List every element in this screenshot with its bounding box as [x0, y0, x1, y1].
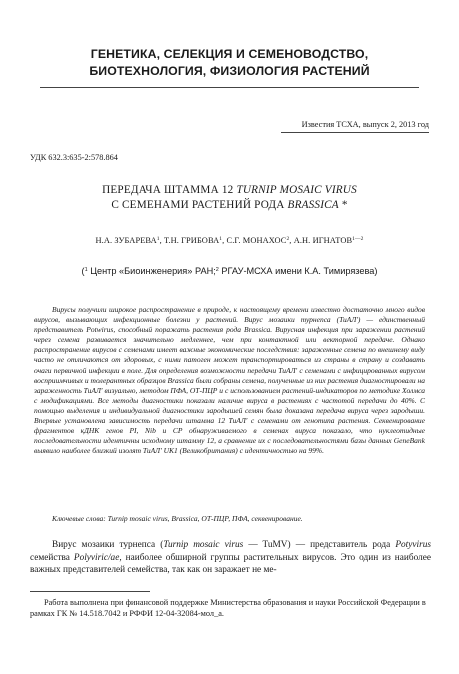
title-line-2 — [20, 198, 439, 213]
author-name: Н.А. ЗУБАРЕВА — [95, 236, 157, 245]
affiliation-1: Центр «Биоинженерия» РАН; — [87, 266, 216, 276]
author-name: С.Г. МОНАХОС — [226, 236, 287, 245]
author-affiliation-mark: 1—2 — [352, 236, 364, 242]
keywords: Ключевые слова: Turnip mosaic virus, Brassica, ОТ-ПЦР, ПФА, секвенирование. — [52, 514, 303, 523]
title-genus-name: BRASSICA — [287, 198, 339, 211]
author-affiliation-mark: 1 — [219, 236, 223, 242]
footnote: Работа выполнена при финансовой поддержке Министерства образования и науки Российской Федерации в рамках ГК № 14.518.7042 и РФФИ 12-04-32084-мол_а. — [30, 598, 426, 618]
section-header-line-1: ГЕНЕТИКА, СЕЛЕКЦИЯ И СЕМЕНОВОДСТВО, — [90, 47, 369, 61]
body-text: семейства — [30, 552, 74, 563]
body-italic-term: Potyvirus — [395, 540, 431, 550]
affiliation-2: РГАУ-МСХА имени К.А. Тимирязева — [218, 266, 375, 276]
body-italic-term: Turnip mosaic virus — [163, 540, 244, 550]
body-italic-term: Polyviric/ae, — [73, 552, 122, 563]
author-list: Н.А. ЗУБАРЕВА$^1$, Т.Н. ГРИБОВА$^1$, С.Г. МОНАХОС$^2$, А.Н. $ИГНАТОВ^{1—2}$ — [95, 236, 364, 245]
abstract: Вирусы получили широкое распространение в природе, к настоящему времени известно достаточно много видов вирусов, вызывающих инфекционные болезни у растений. Вирус мозаики турнепса (ТиАЛ') — единственный представитель Potwirus, способный поражать растения рода Brassica. Вирусная инфекция при заражении растений через семена развивается значительно медленнее, чем при контактной или векторной передаче. Однако распространение вирусов с семенами имеет важные экономические последствия: зараженные семена по внешнему виду часто не отличаются от здоровых, с ними патоген может транспортироваться из страны в страну и создавать очаги первичной инфекции в поле. Для определения возможности передачи ТиАЛ' с семенами с инфицированных вирусом восприимчивых и толерантных образцов Brassica были собраны семена, полученные из них растения диагностировали на зараженность ТиАЛ' визуально, методом ПФА, ОТ-ПЦР и с использованием растений-индикаторов по методике Холмса с модификациями. Все методы диагностики показали наличие вируса в растениях с частотой передачи до 40%. С помощью выделения и индивидуальной диагностики зародышей семян была доказана передача вируса через зародыши. Впервые установлена зависимость передачи штамма 12 ТиАЛ' с семенами от генотипа растения. Секвенирование фрагментов кДНК генов PI, Nib и СР обнаруживаемого в семенах вируса показало, что нуклеотидные последовательности идентичны исходному штамму 12, а сравнение их с последовательностями базы данных GeneBank выявило наиболее близкий изолят ТиАЛ' UK1 (Великобритания) с идентичностью на 99%. — [34, 305, 425, 456]
body-text: Вирус мозаики турнепса ( — [52, 540, 164, 550]
title-footnote-mark: * — [338, 198, 348, 211]
body-paragraph — [30, 539, 431, 577]
journal-reference: Известия ТСХА, выпуск 2, 2013 год — [301, 120, 429, 129]
author-affiliation-mark: 2 — [286, 236, 290, 242]
article-title — [20, 183, 439, 212]
body-text: наиболее обширной группы растительных вирусов. Это один из наиболее важных представителей семейства, так как он заражает не ме- — [30, 552, 431, 576]
title-line-2-text: С СЕМЕНАМИ РАСТЕНИЙ РОДА — [111, 198, 288, 211]
udc-code: УДК 632.3:635-2:578.864 — [30, 153, 118, 162]
author-affiliation-mark: 1 — [156, 236, 160, 242]
title-line-1-text: ПЕРЕДАЧА ШТАММА 12 — [102, 184, 237, 196]
title-virus-name: TURNIP MOSAIC VIRUS — [236, 184, 357, 196]
header-divider — [40, 87, 419, 88]
footnote-divider — [30, 591, 150, 592]
affiliations: ($^1$ Центр «Биоинженерия» РАН;$^2$ РГАУ-МСХА имени К.А. Тимирязева) — [81, 266, 378, 276]
section-header — [40, 46, 419, 80]
affiliation-mark: 1 — [84, 267, 88, 273]
section-header-line-2: БИОТЕХНОЛОГИЯ, ФИЗИОЛОГИЯ РАСТЕНИЙ — [89, 64, 370, 78]
body-text: — TuMV) — представитель рода — [243, 540, 396, 550]
journal-reference-underline — [281, 132, 429, 133]
affiliation-mark: 2 — [215, 267, 219, 273]
title-line-1 — [20, 183, 439, 198]
author-name: Т.Н. ГРИБОВА — [164, 236, 220, 245]
author-name: А.Н. ИГНАТОВ — [293, 236, 353, 245]
